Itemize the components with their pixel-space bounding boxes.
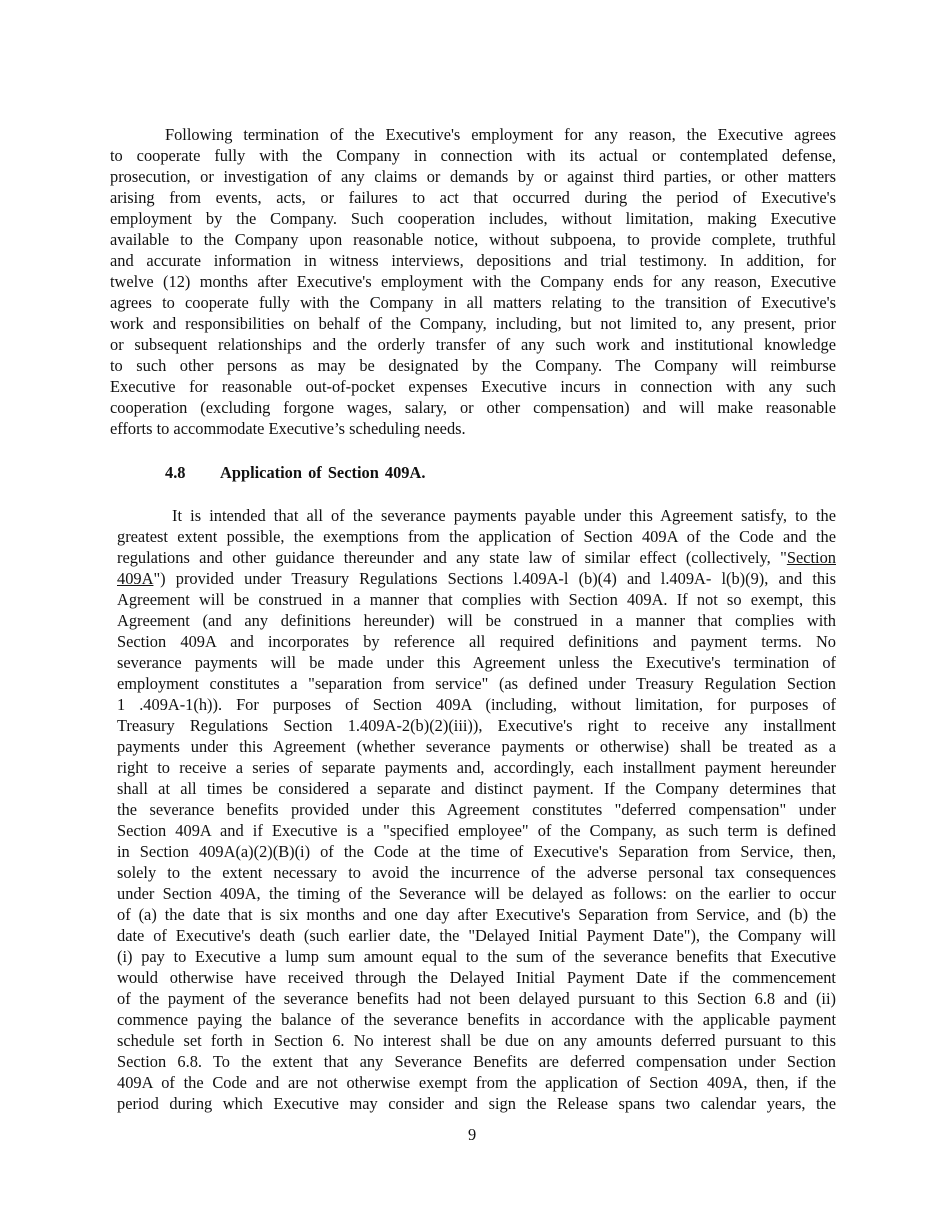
text-line: twelve (12) months after Executive's employment with the Company ends for any reason, Executive (110, 272, 836, 291)
text-line: to cooperate fully with the Company in connection with its actual or contemplated defense, (110, 146, 836, 165)
text-line: Section 6.8. To the extent that any Severance Benefits are deferred compensation under Section (117, 1052, 836, 1071)
text-line: commence paying the balance of the severance benefits in accordance with the applicable payment (117, 1010, 836, 1029)
text-line: and accurate information in witness interviews, depositions and trial testimony. In addition, for (110, 251, 836, 270)
text-fragment: ") provided under Treasury Regulations Sections l.409A-l (b)(4) and l.409A- l(b)(9), and this (153, 569, 836, 588)
text-line: Section 409A and if Executive is a "specified employee" of the Company, as such term is defined (117, 821, 836, 840)
text-line: period during which Executive may consider and sign the Release spans two calendar years, the (117, 1094, 836, 1113)
text-line: employment by the Company. Such cooperation includes, without limitation, making Executive (110, 209, 836, 228)
cooperation-paragraph (110, 124, 836, 439)
defined-term-section-409a: Section (786, 548, 836, 567)
text-line: available to the Company upon reasonable notice, without subpoena, to provide complete, truthful (110, 230, 836, 249)
text-line: (i) pay to Executive a lump sum amount equal to the sum of the severance benefits that Executive (117, 947, 836, 966)
text-line: solely to the extent necessary to avoid the incurrence of the adverse personal tax consequences (117, 863, 836, 882)
defined-term-section-409a: 409A (117, 569, 154, 588)
text-line: Following termination of the Executive's employment for any reason, the Executive agrees (165, 125, 836, 144)
text-line: greatest extent possible, the exemptions from the application of Section 409A of the Code and the (117, 527, 836, 546)
text-line: right to receive a series of separate payments and, accordingly, each installment payment hereunder (117, 758, 836, 777)
text-line: of the payment of the severance benefits had not been delayed pursuant to this Section 6.8 and (ii) (117, 989, 836, 1008)
text-line: severance payments will be made under this Agreement unless the Executive's termination of (117, 653, 836, 672)
section-number: 4.8 (165, 463, 186, 482)
text-line: cooperation (excluding forgone wages, salary, or other compensation) and will make reasonable (110, 398, 836, 417)
section-409a-paragraph (117, 505, 836, 1114)
text-line (117, 547, 836, 568)
text-line: employment constitutes a "separation from service" (as defined under Treasury Regulation Section (117, 674, 836, 693)
text-line: It is intended that all of the severance payments payable under this Agreement satisfy, to the (172, 506, 836, 525)
text-line: prosecution, or investigation of any claims or demands by or against third parties, or other matters (110, 167, 836, 186)
text-line: date of Executive's death (such earlier date, the "Delayed Initial Payment Date"), the Company will (117, 926, 836, 945)
text-line: payments under this Agreement (whether severance payments or otherwise) shall be treated as a (117, 737, 836, 756)
text-line: would otherwise have received through the Delayed Initial Payment Date if the commencement (117, 968, 836, 987)
text-line: work and responsibilities on behalf of the Company, including, but not limited to, any present, prior (110, 314, 836, 333)
text-line: arising from events, acts, or failures to act that occurred during the period of Executive's (110, 188, 836, 207)
text-fragment: regulations and other guidance thereunder and any state law of similar effect (collectively, " (117, 548, 787, 567)
text-line (117, 568, 836, 589)
text-line: in Section 409A(a)(2)(B)(i) of the Code at the time of Executive's Separation from Service, then, (117, 842, 836, 861)
text-line: the severance benefits provided under this Agreement constitutes "deferred compensation" under (117, 800, 836, 819)
section-title: Application of Section 409A. (220, 463, 426, 482)
text-line: under Section 409A, the timing of the Severance will be delayed as follows: on the earlier to occur (117, 884, 836, 903)
text-line: of (a) the date that is six months and one day after Executive's Separation from Service, and (b) the (117, 905, 836, 924)
text-line: Agreement will be construed in a manner that complies with Section 409A. If not so exempt, this (117, 590, 836, 609)
text-line: Agreement (and any definitions hereunder) will be construed in a manner that complies with (117, 611, 836, 630)
text-line: 1 .409A-1(h)). For purposes of Section 409A (including, without limitation, for purposes of (117, 695, 836, 714)
text-line: Treasury Regulations Section 1.409A-2(b)(2)(iii)), Executive's right to receive any installment (117, 716, 836, 735)
text-line: shall at all times be considered a separate and distinct payment. If the Company determines that (117, 779, 836, 798)
text-line: or subsequent relationships and the orderly transfer of any such work and institutional knowledge (110, 335, 836, 354)
text-line: 409A of the Code and are not otherwise exempt from the application of Section 409A, then, if the (117, 1073, 836, 1092)
page-number: 9 (468, 1125, 477, 1144)
text-line: Section 409A and incorporates by reference all required definitions and payment terms. No (117, 632, 836, 651)
text-line: schedule set forth in Section 6. No interest shall be due on any amounts deferred pursuant to this (117, 1031, 836, 1050)
text-line: to such other persons as may be designated by the Company. The Company will reimburse (110, 356, 836, 375)
text-line: efforts to accommodate Executive’s scheduling needs. (110, 419, 466, 438)
text-line: Executive for reasonable out-of-pocket expenses Executive incurs in connection with any such (110, 377, 836, 396)
text-line: agrees to cooperate fully with the Company in all matters relating to the transition of Executive's (110, 293, 836, 312)
